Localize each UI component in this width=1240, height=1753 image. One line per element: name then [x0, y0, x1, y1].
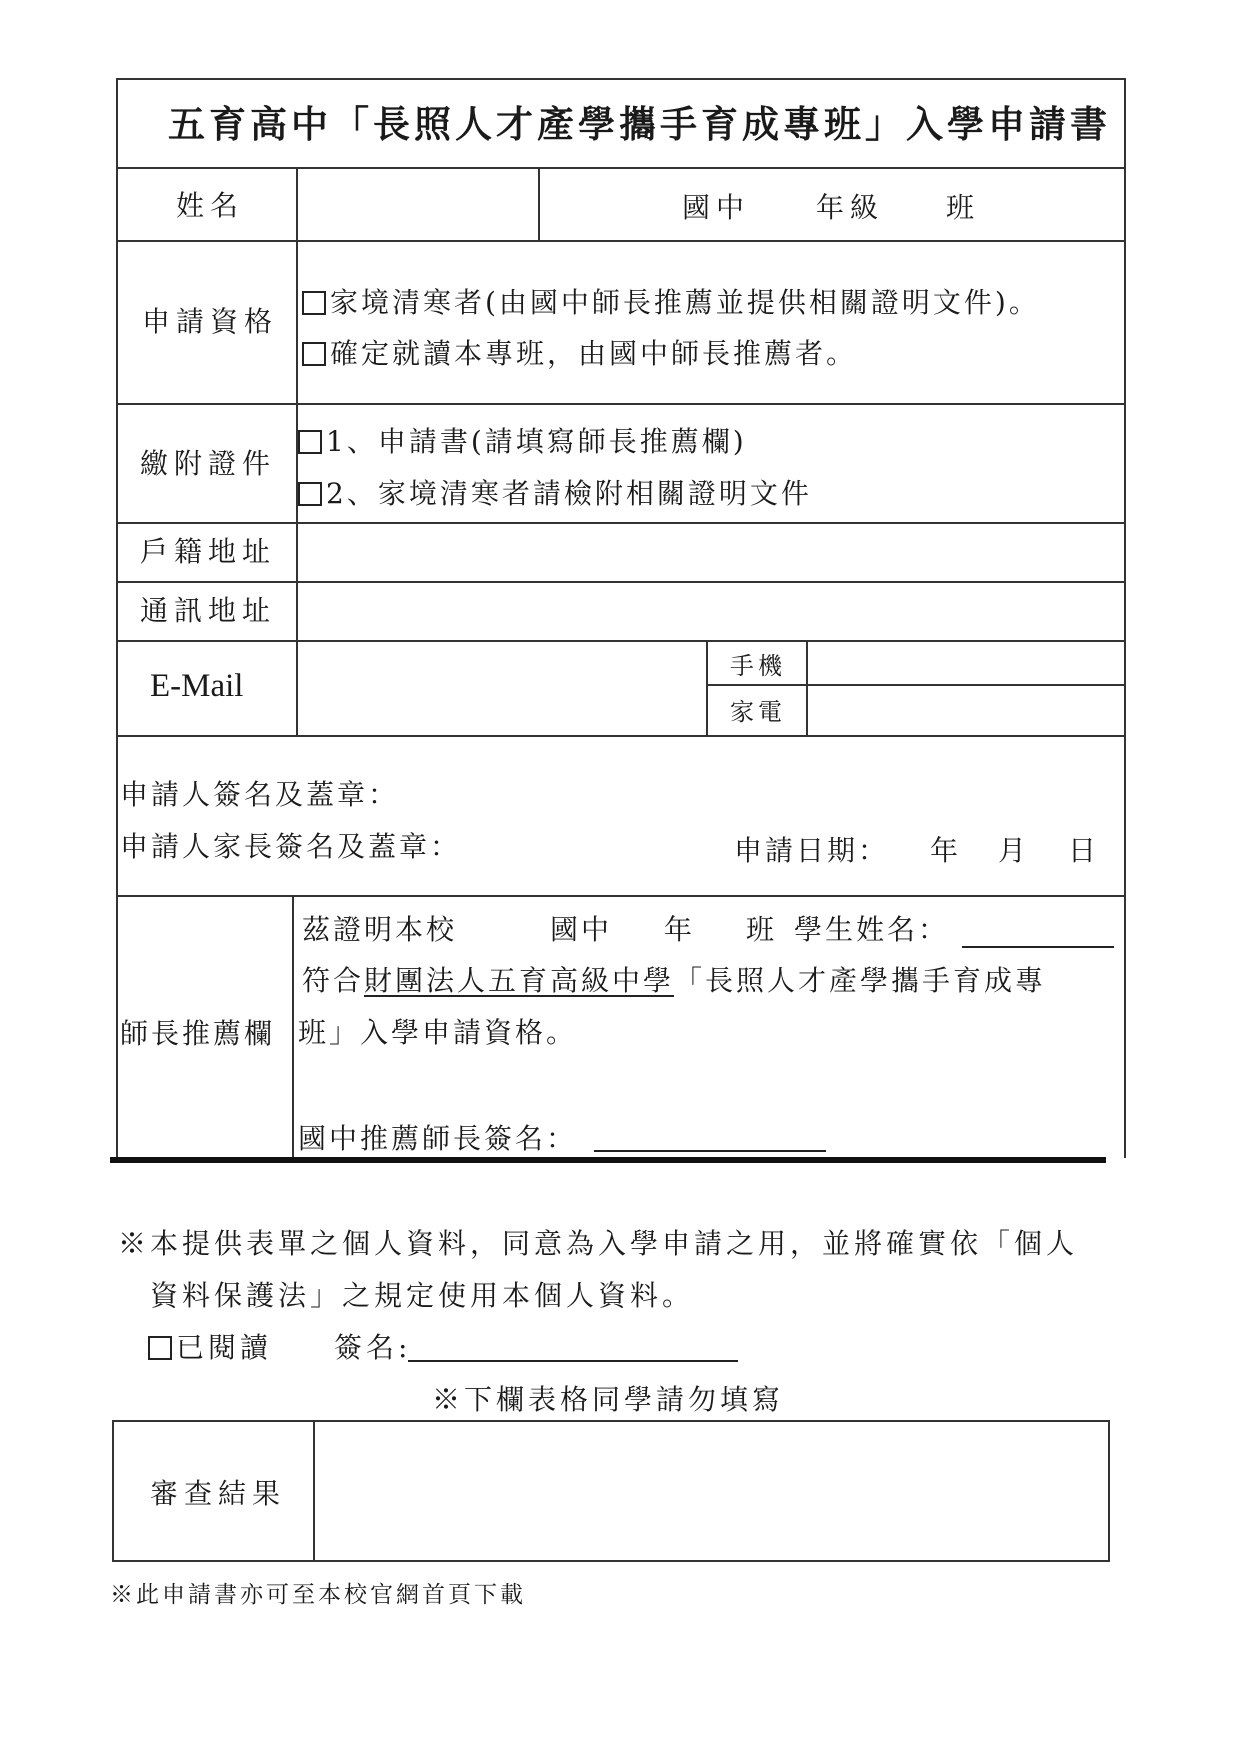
attachment-item-label: 2、家境清寒者請檢附相關證明文件	[326, 477, 812, 510]
download-note: ※此申請書亦可至本校官網首頁下載	[110, 1582, 526, 1608]
household-address-label: 戶籍地址	[140, 535, 277, 568]
table-bottom-thick-rule	[110, 1157, 1106, 1163]
recommendation-line-2	[302, 964, 1047, 997]
name-label: 姓名	[176, 189, 245, 222]
mailing-address-label: 通訊地址	[140, 594, 277, 627]
mobile-field[interactable]	[810, 643, 1122, 683]
teacher-signature-label: 國中推薦師長簽名：	[298, 1122, 578, 1155]
row-divider	[706, 684, 1126, 686]
application-date-label: 申請日期：	[734, 834, 890, 867]
attachment-item-label: 1、申請書(請填寫師長推薦欄)	[326, 425, 747, 458]
row-divider	[116, 522, 1126, 524]
review-label: 審查結果	[150, 1477, 287, 1510]
review-divider	[313, 1420, 315, 1562]
read-label: 已閱讀	[176, 1331, 273, 1364]
attachment-item[interactable]	[298, 425, 747, 458]
label-column-divider	[292, 895, 294, 1158]
teacher-signature-line[interactable]	[594, 1150, 826, 1152]
eligibility-option-label: 確定就讀本專班，由國中師長推薦者。	[330, 337, 858, 370]
name-row-divider	[538, 167, 540, 240]
page-title: 五育高中「長照人才產學攜手育成專班」入學申請書	[168, 102, 1111, 146]
cert-line2-suffix: 「長照人才產學攜手育成專	[674, 964, 1047, 997]
phone-label-divider	[806, 640, 808, 735]
cert-prefix: 茲證明本校	[302, 913, 458, 946]
privacy-notice-line-2: 資料保護法」之規定使用本個人資料。	[150, 1279, 695, 1312]
table-border-top	[116, 78, 1126, 80]
attachment-item[interactable]	[298, 477, 812, 510]
school-legal-name: 財團法人五育高級中學	[364, 964, 675, 997]
read-checkbox[interactable]	[148, 1336, 172, 1360]
home-phone-field[interactable]	[810, 687, 1122, 733]
cert-line2-prefix: 符合	[302, 964, 365, 997]
date-day: 日	[1068, 834, 1100, 867]
review-result-field[interactable]	[318, 1424, 1106, 1558]
grade-suffix: 年級	[816, 191, 885, 224]
home-phone-label: 家電	[730, 698, 786, 726]
privacy-consent	[148, 1331, 273, 1364]
student-name-line[interactable]	[962, 946, 1114, 948]
cert-grade-suffix: 年	[664, 913, 696, 946]
recommendation-line-3: 班」入學申請資格。	[298, 1016, 578, 1049]
mobile-label: 手機	[730, 652, 786, 680]
eligibility-checkbox[interactable]	[302, 342, 326, 366]
eligibility-label: 申請資格	[142, 305, 279, 338]
date-month: 月	[998, 834, 1030, 867]
email-phone-divider	[706, 640, 708, 735]
attachment-checkbox[interactable]	[298, 482, 322, 506]
parent-signature-label: 申請人家長簽名及蓋章：	[120, 830, 462, 863]
row-divider	[116, 403, 1126, 405]
recommendation-label: 師長推薦欄	[120, 1017, 276, 1050]
eligibility-option[interactable]	[302, 337, 858, 370]
staff-only-note: ※下欄表格同學請勿填寫	[432, 1383, 785, 1416]
row-divider	[116, 895, 1126, 897]
row-divider	[116, 735, 1126, 737]
class-suffix: 班	[946, 191, 981, 224]
row-divider	[116, 640, 1126, 642]
email-field[interactable]	[300, 643, 702, 733]
cert-class-suffix: 班	[746, 913, 778, 946]
row-divider	[116, 240, 1126, 242]
privacy-signature-line[interactable]	[408, 1360, 738, 1362]
cert-school-suffix: 國中	[550, 913, 613, 946]
student-name-label: 學生姓名：	[794, 913, 950, 946]
email-label: E-Mail	[150, 668, 244, 704]
privacy-sign-label: 簽名:	[334, 1331, 412, 1364]
household-address-field[interactable]	[302, 538, 1118, 574]
eligibility-option-label: 家境清寒者(由國中師長推薦並提供相關證明文件)。	[330, 286, 1040, 319]
applicant-signature-label: 申請人簽名及蓋章：	[120, 778, 400, 811]
attachments-label: 繳附證件	[140, 447, 277, 480]
eligibility-checkbox[interactable]	[302, 291, 326, 315]
recommendation-line-1	[302, 913, 1122, 950]
name-field[interactable]	[300, 170, 536, 238]
row-divider	[116, 167, 1126, 169]
eligibility-option[interactable]	[302, 286, 1040, 319]
school-suffix: 國中	[682, 191, 751, 224]
date-year: 年	[930, 834, 962, 867]
privacy-notice-line-1: ※本提供表單之個人資料，同意為入學申請之用，並將確實依「個人	[118, 1227, 1079, 1260]
row-divider	[116, 581, 1126, 583]
mailing-address-field[interactable]	[302, 597, 1118, 633]
attachment-checkbox[interactable]	[298, 430, 322, 454]
